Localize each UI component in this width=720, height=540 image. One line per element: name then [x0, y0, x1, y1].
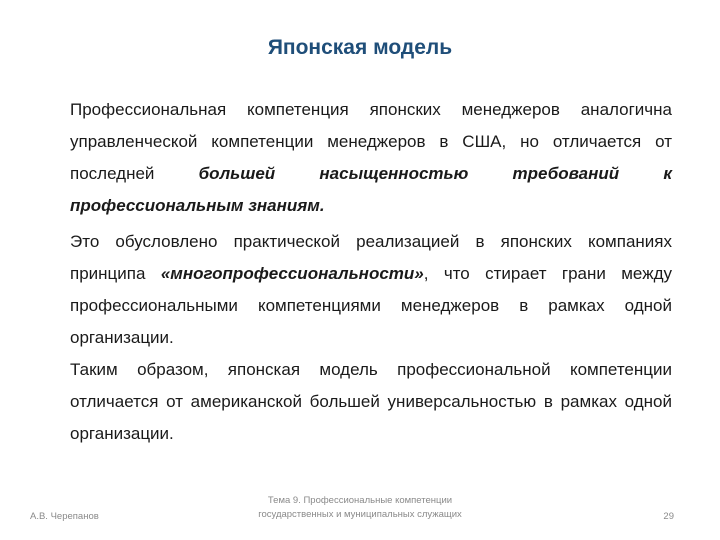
paragraph-3-text: Таким образом, японская модель профессиональной компетенции отличается от американской большей универсальностью в рамках одной организации. [70, 360, 672, 443]
paragraph-1 [70, 94, 672, 222]
footer-topic: Тема 9. Профессиональные компетенции государственных и муниципальных служащих [258, 495, 462, 520]
paragraph-2 [70, 226, 672, 354]
paragraph-1-lead: Профессиональная компетенция японских менеджеров аналогична управленческой компетенции менеджеров в США, но отличается от последней [70, 100, 672, 183]
paragraph-2-emphasis: «многопрофессиональности» [160, 264, 424, 283]
slide-title: Японская модель [267, 36, 453, 59]
footer-page-number: 29 [663, 511, 674, 522]
paragraph-3 [70, 354, 672, 450]
paragraph-1-tail: . [319, 196, 325, 215]
footer-author: А.В. Черепанов [30, 511, 99, 522]
paragraph-1-emphasis: большей насыщенностью требований к профессиональным знаниям [70, 164, 672, 215]
paragraph-2-tail: , что стирает грани между профессиональными компетенциями менеджеров в рамках одной организации. [70, 264, 672, 347]
paragraph-2-lead: Это обусловлено практической реализацией в японских компаниях принципа [70, 232, 672, 283]
